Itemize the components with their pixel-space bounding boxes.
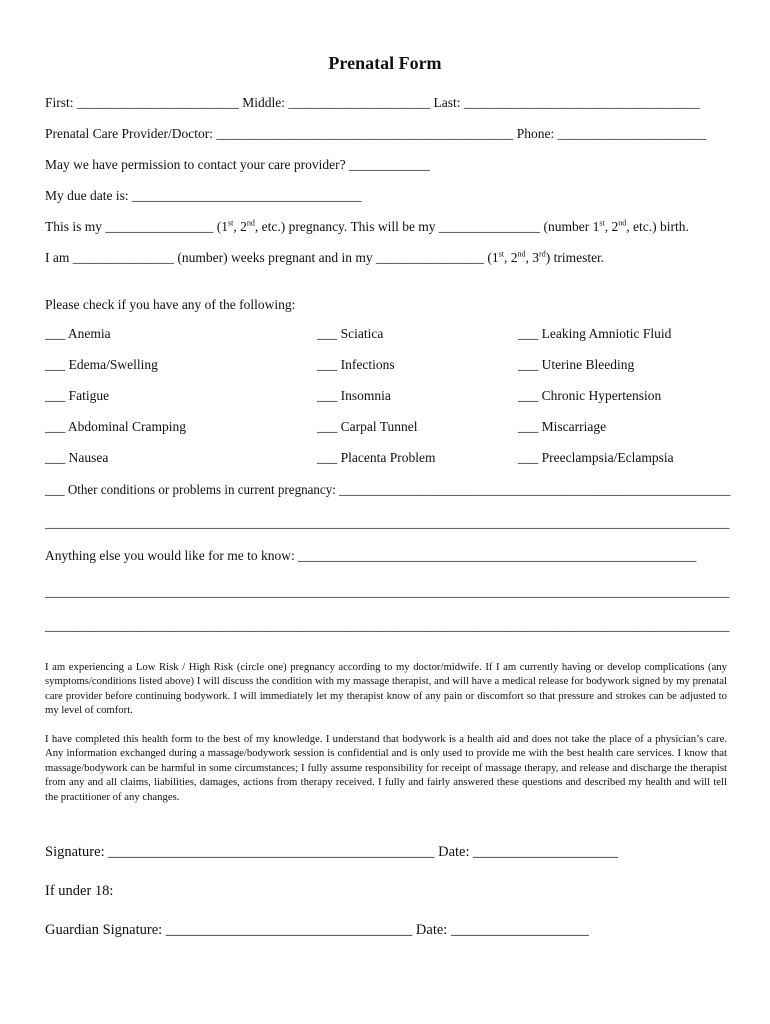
- condition-miscarriage[interactable]: ___ Miscarriage: [518, 419, 607, 434]
- condition-anemia[interactable]: ___ Anemia: [45, 326, 111, 341]
- condition-cramping[interactable]: ___ Abdominal Cramping: [45, 419, 186, 434]
- checklist-heading: Please check if you have any of the following:: [45, 297, 296, 312]
- condition-uterine-bleeding[interactable]: ___ Uterine Bleeding: [518, 357, 635, 372]
- due-date-field-line[interactable]: My due date is: __________________________________: [45, 188, 362, 203]
- weeks-trimester-line[interactable]: I am _______________ (number) weeks pregnant and in my ________________ (1st, 2nd, 3rd) trimester.: [45, 249, 605, 265]
- signature-date-line[interactable]: Signature: _____________________________________________ Date: ____________________: [45, 844, 619, 860]
- list-item: [45, 357, 735, 373]
- condition-preeclampsia[interactable]: ___ Preeclampsia/Eclampsia: [518, 450, 674, 465]
- condition-nausea[interactable]: ___ Nausea: [45, 450, 109, 465]
- under-18-label: If under 18:: [45, 883, 114, 899]
- condition-placenta[interactable]: ___ Placenta Problem: [317, 450, 436, 465]
- condition-fatigue[interactable]: ___ Fatigue: [45, 388, 110, 403]
- condition-edema[interactable]: ___ Edema/Swelling: [45, 357, 158, 372]
- risk-agreement-paragraph: I am experiencing a Low Risk / High Risk (circle one) pregnancy according to my doctor/midwife. If I am currently having or develop complications (any symptoms/conditions listed above) I will discuss the condition with my massage therapist, and will have a medical release for bodywork signed by my prenatal care provider before continuing bodywork. I will immediately let my therapist know of any pain or discomfort so that pressure and strokes can be adjusted to my level of comfort.: [45, 661, 727, 717]
- list-item: [45, 388, 735, 404]
- page-title: Prenatal Form: [328, 53, 442, 73]
- anything-else-line[interactable]: Anything else you would like for me to know: ___________________________________________________________: [45, 548, 697, 563]
- blank-answer-line[interactable]: ______________________________________________________________________________________________________: [45, 618, 730, 633]
- blank-answer-line[interactable]: ______________________________________________________________________________________________________: [45, 584, 730, 599]
- blank-answer-line[interactable]: ______________________________________________________________________________________________________: [45, 515, 730, 530]
- condition-infections[interactable]: ___ Infections: [317, 357, 395, 372]
- list-item: [45, 450, 735, 466]
- list-item: [45, 419, 735, 435]
- condition-leaking-fluid[interactable]: ___ Leaking Amniotic Fluid: [518, 326, 672, 341]
- pregnancy-count-line[interactable]: This is my ________________ (1st, 2nd, etc.) pregnancy. This will be my _______________ (number 1st, 2nd, etc.) birth.: [45, 218, 689, 234]
- name-fields-line[interactable]: First: ________________________ Middle: _____________________ Last: ___________________________________: [45, 95, 701, 110]
- guardian-signature-line[interactable]: Guardian Signature: __________________________________ Date: ___________________: [45, 922, 589, 938]
- other-conditions-line[interactable]: ___ Other conditions or problems in current pregnancy: ____________________________________________________________: [45, 482, 731, 497]
- provider-fields-line[interactable]: Prenatal Care Provider/Doctor: ____________________________________________ Phone: ______________________: [45, 126, 707, 141]
- condition-hypertension[interactable]: ___ Chronic Hypertension: [518, 388, 662, 403]
- condition-carpal-tunnel[interactable]: ___ Carpal Tunnel: [317, 419, 418, 434]
- consent-paragraph: I have completed this health form to the best of my knowledge. I understand that bodywork is a health aid and does not take the place of a physician’s care. Any information exchanged during a massage/bodywork session is confidential and is only used to provide me with the best health care services. I know that massage/bodywork can be harmful in some circumstances; I fully assume responsibility for receipt of massage therapy, and release and discharge the therapist from any and all claims, liabilities, damages, actions from therapy received. I fully and fairly answered these questions and described my health and will tell the practitioner of any changes.: [45, 733, 727, 803]
- condition-sciatica[interactable]: ___ Sciatica: [317, 326, 384, 341]
- permission-field-line[interactable]: May we have permission to contact your care provider? ____________: [45, 157, 431, 172]
- condition-insomnia[interactable]: ___ Insomnia: [317, 388, 391, 403]
- list-item: [45, 326, 735, 342]
